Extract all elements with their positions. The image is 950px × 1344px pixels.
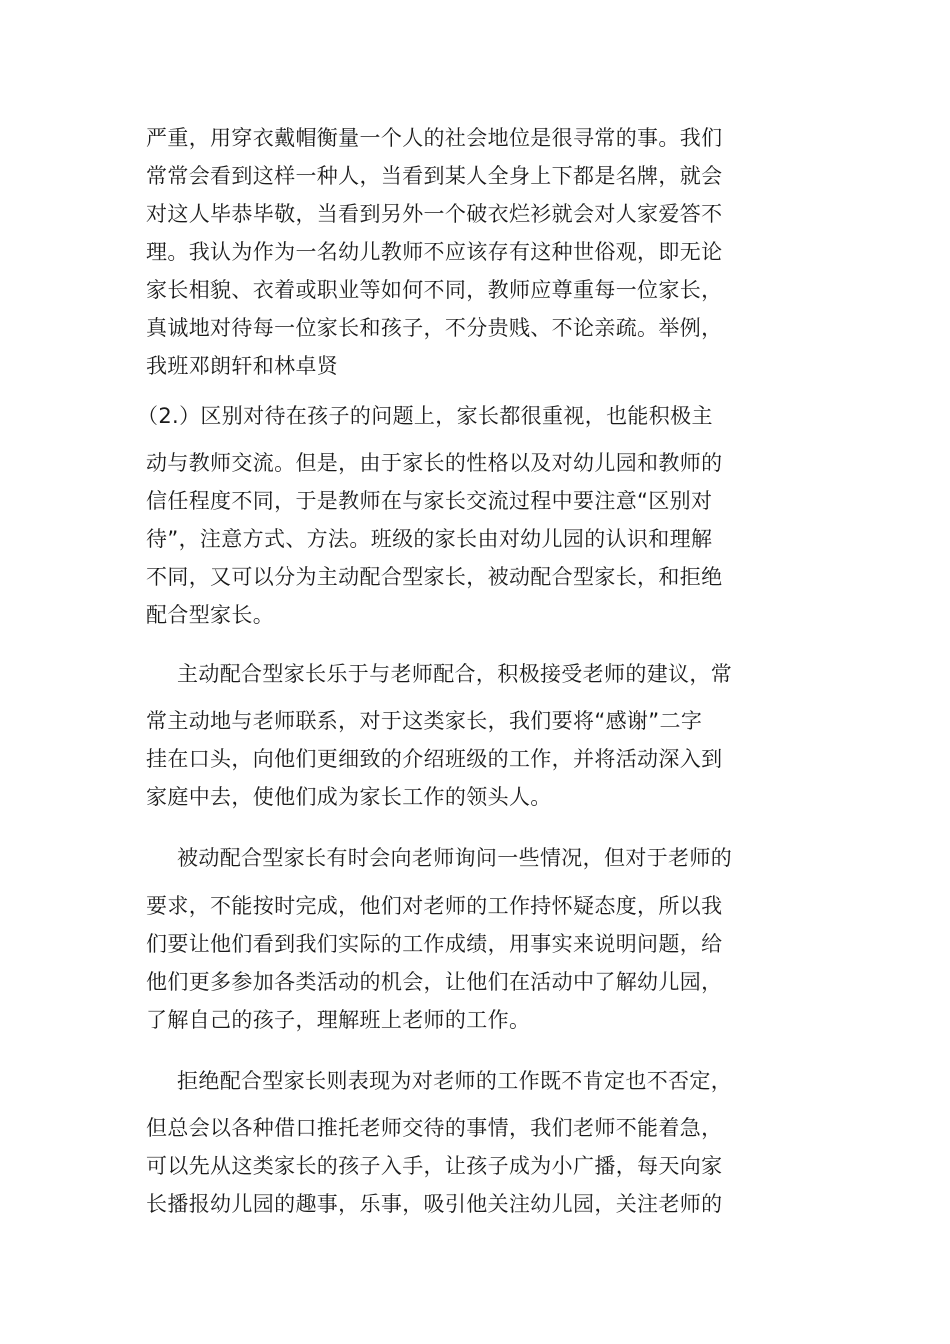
text-line: 家庭中去，使他们成为家长工作的领头人。 <box>146 785 552 809</box>
text-line: 信任程度不同，于是教师在与家长交流过程中要注意“区别对 <box>146 489 713 513</box>
text-line: 要求，不能按时完成，他们对老师的工作持怀疑态度，所以我 <box>146 894 723 918</box>
text-line: 他们更多参加各类活动的机会，让他们在活动中了解幼儿园， <box>146 970 723 994</box>
text-line: 真诚地对待每一位家长和孩子，不分贵贱、不论亲疏。举例， <box>146 316 723 340</box>
text-line: 家长相貌、衣着或职业等如何不同，教师应尊重每一位家长， <box>146 278 723 302</box>
text-line: 挂在口头，向他们更细致的介绍班级的工作，并将活动深入到 <box>146 747 723 771</box>
paragraph-first-line: 拒绝配合型家长则表现为对老师的工作既不肯定也不否定， <box>177 1069 733 1093</box>
text-line: 长播报幼儿园的趣事，乐事，吸引他关注幼儿园，关注老师的 <box>146 1192 723 1216</box>
paragraph-first-line: 主动配合型家长乐于与老师配合，积极接受老师的建议，常 <box>177 662 733 686</box>
text-line: 可以先从这类家长的孩子入手，让孩子成为小广播，每天向家 <box>146 1154 723 1178</box>
text-line: 常主动地与老师联系，对于这类家长，我们要将“感谢”二字 <box>146 709 703 733</box>
text-line: 对这人毕恭毕敬，当看到另外一个破衣烂衫就会对人家爱答不 <box>146 202 723 226</box>
text-line: 严重，用穿衣戴帽衡量一个人的社会地位是很寻常的事。我们 <box>146 126 723 150</box>
text-line: 们要让他们看到我们实际的工作成绩，用事实来说明问题，给 <box>146 932 723 956</box>
text-line: 了解自己的孩子，理解班上老师的工作。 <box>146 1008 531 1032</box>
text-line: 不同，又可以分为主动配合型家长，被动配合型家长，和拒绝 <box>146 565 723 589</box>
text-line: 我班邓朗轩和林卓贤 <box>146 354 339 378</box>
text-line: 配合型家长。 <box>146 603 275 627</box>
text-line: 动与教师交流。但是，由于家长的性格以及对幼儿园和教师的 <box>146 451 723 475</box>
text-line: 理。我认为作为一名幼儿教师不应该存有这种世俗观，即无论 <box>146 240 723 264</box>
text-line: 常常会看到这样一种人，当看到某人全身上下都是名牌，就会 <box>146 164 723 188</box>
text-line: 但总会以各种借口推托老师交待的事情，我们老师不能着急， <box>146 1116 723 1140</box>
text-line: 待”，注意方式、方法。班级的家长由对幼儿园的认识和理解 <box>146 527 713 551</box>
paragraph-first-line: 被动配合型家长有时会向老师询问一些情况，但对于老师的 <box>177 846 733 870</box>
section-heading-line: （2.）区别对待在孩子的问题上，家长都很重视，也能积极主 <box>137 404 713 428</box>
